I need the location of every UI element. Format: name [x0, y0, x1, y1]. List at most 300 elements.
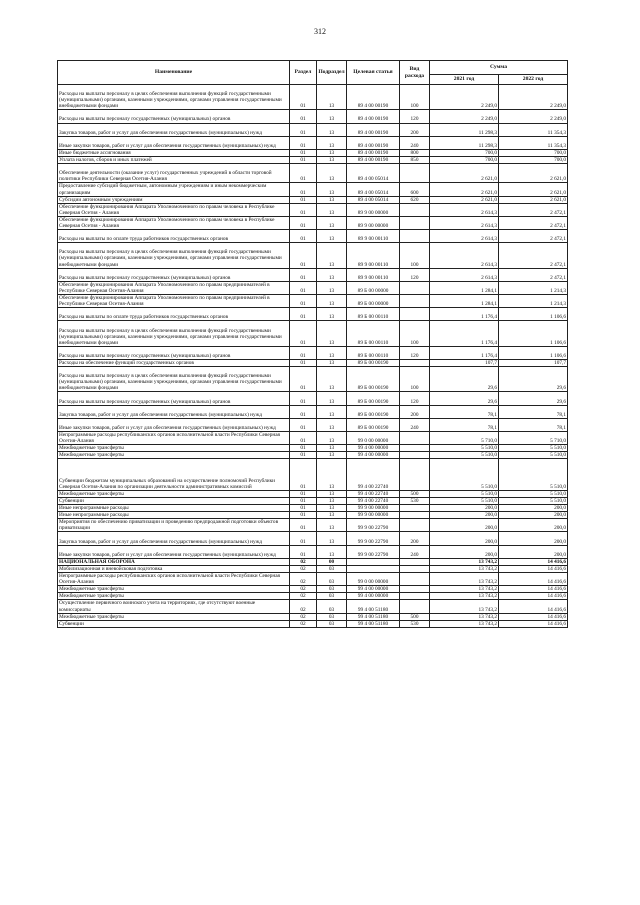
row-expense-type: 240 [400, 545, 430, 558]
row-target: 89 4 00 05014 [347, 183, 400, 196]
row-sum-2022: 14 416,6 [499, 586, 568, 593]
row-sum-2022: 2 621,0 [499, 183, 568, 196]
row-subsection: 13 [317, 85, 347, 110]
row-subsection: 13 [317, 136, 347, 149]
row-sum-2022: 78,1 [499, 418, 568, 431]
row-name: НАЦИОНАЛЬНАЯ ОБОРОНА [58, 558, 290, 565]
row-section: 01 [290, 519, 317, 532]
table-row [58, 308, 568, 321]
row-sum-2021: 2 614,3 [430, 216, 499, 229]
row-sum-2022: 107,7 [499, 360, 568, 367]
row-target: 99 9 00 00000 [347, 505, 400, 512]
header-target: Целевая статья [347, 61, 400, 85]
row-sum-2022: 700,0 [499, 157, 568, 164]
row-section: 01 [290, 360, 317, 367]
row-subsection: 13 [317, 123, 347, 136]
row-sum-2021: 13 743,2 [430, 613, 499, 620]
table-row [58, 586, 568, 593]
row-section: 01 [290, 512, 317, 519]
row-expense-type: 100 [400, 367, 430, 392]
row-expense-type: 120 [400, 110, 430, 123]
row-section: 01 [290, 203, 317, 216]
row-expense-type: 600 [400, 183, 430, 196]
row-section: 01 [290, 452, 317, 459]
row-sum-2021: 5 510,0 [430, 498, 499, 505]
table-row [58, 573, 568, 586]
row-subsection: 13 [317, 452, 347, 459]
row-expense-type [400, 308, 430, 321]
row-expense-type: 120 [400, 346, 430, 359]
row-section: 01 [290, 216, 317, 229]
row-subsection: 03 [317, 593, 347, 600]
row-name: Иные непрограммные расходы [58, 505, 290, 512]
row-sum-2022: 5 510,0 [499, 459, 568, 491]
row-section: 01 [290, 136, 317, 149]
row-target: 99 4 00 22740 [347, 459, 400, 491]
row-name: Расходы на выплаты персоналу государственных (муниципальных) органов [58, 268, 290, 281]
row-sum-2021: 13 743,2 [430, 586, 499, 593]
row-section: 01 [290, 498, 317, 505]
row-expense-type: 240 [400, 418, 430, 431]
row-expense-type [400, 164, 430, 183]
row-subsection: 13 [317, 216, 347, 229]
row-name: Расходы на обеспечение функций государственных органов [58, 360, 290, 367]
header-expense-type: Вид расхода [400, 61, 430, 85]
row-section: 01 [290, 268, 317, 281]
row-expense-type: 530 [400, 620, 430, 627]
row-sum-2022: 29,6 [499, 367, 568, 392]
row-sum-2021: 78,1 [430, 418, 499, 431]
row-sum-2021: 5 510,0 [430, 452, 499, 459]
row-sum-2021: 78,1 [430, 405, 499, 418]
row-target: 89 9 00 00000 [347, 216, 400, 229]
row-name: Мероприятия по обеспечению приватизации и проведению предпродажной подготовки объектов приватизации [58, 519, 290, 532]
row-subsection: 03 [317, 573, 347, 586]
row-sum-2021: 11 298,3 [430, 123, 499, 136]
row-subsection: 13 [317, 281, 347, 294]
row-sum-2022: 78,1 [499, 405, 568, 418]
table-row [58, 459, 568, 491]
row-name: Иные закупки товаров, работ и услуг для обеспечения государственных (муниципальных) нужд [58, 136, 290, 149]
table-row [58, 519, 568, 532]
row-name: Обеспечение функционирования Аппарата Уполномоченного по правам человека в Республике Северная Осетия - Алания [58, 203, 290, 216]
row-name: Расходы на выплаты персоналу в целях обеспечения выполнения функций государственными (муниципальными) органами, казенными учреждениями, органами управления государственными внебюджетными фондами [58, 85, 290, 110]
page-number: 312 [314, 27, 326, 36]
table-row [58, 268, 568, 281]
row-name: Обеспечение функционирования Аппарата Уполномоченного по правам предпринимателей в Республике Северная Осетия-Алания [58, 281, 290, 294]
row-subsection: 13 [317, 405, 347, 418]
row-sum-2022: 700,0 [499, 149, 568, 156]
row-target: 89 9 00 00110 [347, 268, 400, 281]
row-sum-2022: 2 249,0 [499, 110, 568, 123]
row-sum-2021: 2 614,3 [430, 203, 499, 216]
row-expense-type: 500 [400, 490, 430, 497]
row-sum-2021: 1 284,1 [430, 295, 499, 308]
row-target: 99 0 00 00000 [347, 432, 400, 445]
row-section: 01 [290, 505, 317, 512]
row-target: 99 4 00 00000 [347, 445, 400, 452]
row-expense-type [400, 360, 430, 367]
row-sum-2021: 200,0 [430, 512, 499, 519]
row-sum-2022: 2 472,1 [499, 203, 568, 216]
row-expense-type [400, 230, 430, 243]
row-target: 89 4 00 00190 [347, 123, 400, 136]
row-sum-2022: 2 472,1 [499, 268, 568, 281]
row-sum-2021: 2 621,0 [430, 183, 499, 196]
table-row [58, 498, 568, 505]
row-sum-2021: 2 621,0 [430, 164, 499, 183]
row-subsection: 13 [317, 346, 347, 359]
row-sum-2022: 5 710,0 [499, 432, 568, 445]
table-row [58, 196, 568, 203]
row-name: Межбюджетные трансферты [58, 452, 290, 459]
row-expense-type [400, 452, 430, 459]
row-sum-2022: 14 416,6 [499, 565, 568, 572]
row-target: 89 Б 00 00190 [347, 367, 400, 392]
row-section: 01 [290, 405, 317, 418]
row-subsection: 13 [317, 498, 347, 505]
row-sum-2021: 29,6 [430, 367, 499, 392]
row-target: 89 4 00 00190 [347, 157, 400, 164]
row-sum-2022: 5 510,0 [499, 498, 568, 505]
table-row [58, 203, 568, 216]
row-name: Осуществление первичного воинского учета на территориях, где отсутствуют военные комиссариаты [58, 600, 290, 613]
row-sum-2021: 13 743,2 [430, 600, 499, 613]
row-expense-type: 850 [400, 157, 430, 164]
row-sum-2022: 2 621,0 [499, 196, 568, 203]
row-name: Субвенции бюджетам муниципальных образований на осуществление полномочий Республики Северная Осетия-Алания по организации деятельности административных комиссий [58, 459, 290, 491]
row-expense-type: 100 [400, 243, 430, 268]
table-row [58, 392, 568, 405]
row-subsection: 13 [317, 360, 347, 367]
row-name: Расходы на выплаты персоналу в целях обеспечения выполнения функций государственными (муниципальными) органами, казенными учреждениями, органами управления государственными внебюджетными фондами [58, 321, 290, 346]
row-section: 01 [290, 230, 317, 243]
row-subsection: 13 [317, 545, 347, 558]
row-expense-type: 200 [400, 123, 430, 136]
row-name: Обеспечение функционирования Аппарата Уполномоченного по правам человека в Республике Северная Осетия - Алания [58, 216, 290, 229]
row-target: 99 4 00 00000 [347, 586, 400, 593]
row-expense-type [400, 281, 430, 294]
row-expense-type: 200 [400, 532, 430, 545]
row-sum-2022: 5 510,0 [499, 452, 568, 459]
row-target: 89 Б 00 00190 [347, 418, 400, 431]
row-sum-2021: 29,6 [430, 392, 499, 405]
row-sum-2022: 29,6 [499, 392, 568, 405]
row-name: Межбюджетные трансферты [58, 586, 290, 593]
row-expense-type [400, 445, 430, 452]
row-expense-type: 800 [400, 149, 430, 156]
row-sum-2021: 5 510,0 [430, 459, 499, 491]
row-expense-type [400, 295, 430, 308]
table-row [58, 295, 568, 308]
row-expense-type: 120 [400, 392, 430, 405]
row-subsection: 13 [317, 432, 347, 445]
row-section: 02 [290, 600, 317, 613]
table-row [58, 432, 568, 445]
row-expense-type [400, 565, 430, 572]
row-target [347, 565, 400, 572]
row-section: 01 [290, 110, 317, 123]
row-subsection: 13 [317, 203, 347, 216]
row-subsection: 13 [317, 268, 347, 281]
row-sum-2021: 200,0 [430, 532, 499, 545]
row-target: 89 Б 00 00000 [347, 281, 400, 294]
row-subsection: 13 [317, 459, 347, 491]
row-target: 89 9 00 00110 [347, 230, 400, 243]
row-expense-type [400, 203, 430, 216]
row-name: Субвенции [58, 498, 290, 505]
row-expense-type: 100 [400, 321, 430, 346]
row-target: 99 9 00 00000 [347, 512, 400, 519]
row-sum-2021: 200,0 [430, 505, 499, 512]
row-section: 01 [290, 459, 317, 491]
table-body [58, 85, 568, 628]
row-sum-2022: 14 416,6 [499, 613, 568, 620]
row-name: Межбюджетные трансферты [58, 445, 290, 452]
row-name: Мобилизационная и вневойсковая подготовка [58, 565, 290, 572]
row-target: 89 4 00 00190 [347, 110, 400, 123]
row-name: Межбюджетные трансферты [58, 490, 290, 497]
row-subsection: 13 [317, 445, 347, 452]
row-subsection: 13 [317, 183, 347, 196]
row-target: 99 4 00 51180 [347, 600, 400, 613]
row-sum-2021: 13 743,2 [430, 620, 499, 627]
row-sum-2022: 14 416,6 [499, 600, 568, 613]
row-name: Расходы на выплаты персоналу государственных (муниципальных) органов [58, 346, 290, 359]
row-target: 89 4 00 00190 [347, 136, 400, 149]
row-target: 99 4 00 51180 [347, 620, 400, 627]
row-target: 89 Б 00 00190 [347, 360, 400, 367]
row-section: 01 [290, 490, 317, 497]
row-target: 89 Б 00 00110 [347, 346, 400, 359]
row-expense-type [400, 512, 430, 519]
row-sum-2022: 5 510,0 [499, 490, 568, 497]
row-sum-2021: 5 510,0 [430, 445, 499, 452]
row-expense-type [400, 519, 430, 532]
row-section: 01 [290, 157, 317, 164]
row-sum-2022: 11 354,3 [499, 136, 568, 149]
row-sum-2021: 1 176,4 [430, 346, 499, 359]
row-expense-type [400, 593, 430, 600]
row-sum-2021: 11 298,3 [430, 136, 499, 149]
row-sum-2021: 2 614,3 [430, 268, 499, 281]
row-name: Расходы на выплаты персоналу в целях обеспечения выполнения функций государственными (муниципальными) органами, казенными учреждениями, органами управления государственными внебюджетными фондами [58, 367, 290, 392]
table-row [58, 164, 568, 183]
row-name: Иные бюджетные ассигнования [58, 149, 290, 156]
row-sum-2022: 14 416,6 [499, 620, 568, 627]
table-row [58, 216, 568, 229]
header-year-2021: 2021 год [430, 75, 499, 85]
table-row [58, 593, 568, 600]
row-subsection: 03 [317, 613, 347, 620]
row-expense-type: 120 [400, 268, 430, 281]
row-sum-2022: 200,0 [499, 545, 568, 558]
row-subsection: 13 [317, 367, 347, 392]
row-target: 99 4 00 22740 [347, 498, 400, 505]
row-sum-2021: 1 176,4 [430, 321, 499, 346]
row-sum-2022: 2 472,1 [499, 230, 568, 243]
row-target: 89 Б 00 00000 [347, 295, 400, 308]
row-name: Межбюджетные трансферты [58, 613, 290, 620]
row-sum-2021: 1 176,4 [430, 308, 499, 321]
row-name: Расходы на выплаты персоналу в целях обеспечения выполнения функций государственными (муниципальными) органами, казенными учреждениями, органами управления государственными внебюджетными фондами [58, 243, 290, 268]
row-sum-2021: 2 614,3 [430, 230, 499, 243]
row-target: 89 4 00 05014 [347, 164, 400, 183]
row-sum-2021: 700,0 [430, 149, 499, 156]
row-name: Иные закупки товаров, работ и услуг для обеспечения государственных (муниципальных) нужд [58, 418, 290, 431]
row-sum-2021: 107,7 [430, 360, 499, 367]
row-target: 89 Б 00 00110 [347, 321, 400, 346]
row-sum-2022: 14 416,6 [499, 558, 568, 565]
row-sum-2021: 13 743,2 [430, 558, 499, 565]
row-sum-2022: 1 214,3 [499, 295, 568, 308]
header-section: Раздел [290, 61, 317, 85]
row-section: 01 [290, 183, 317, 196]
row-sum-2022: 14 416,6 [499, 593, 568, 600]
row-sum-2021: 5 710,0 [430, 432, 499, 445]
row-subsection: 13 [317, 149, 347, 156]
row-subsection: 13 [317, 157, 347, 164]
row-section: 01 [290, 321, 317, 346]
row-sum-2021: 200,0 [430, 519, 499, 532]
row-name: Иные непрограммные расходы [58, 512, 290, 519]
row-section: 01 [290, 432, 317, 445]
row-sum-2021: 2 249,0 [430, 110, 499, 123]
header-name: Наименование [58, 61, 290, 85]
table-row [58, 346, 568, 359]
table-row [58, 110, 568, 123]
table-row [58, 532, 568, 545]
table-row [58, 505, 568, 512]
row-sum-2022: 1 106,6 [499, 321, 568, 346]
row-expense-type [400, 586, 430, 593]
row-sum-2021: 2 614,3 [430, 243, 499, 268]
table-row [58, 367, 568, 392]
row-target: 99 0 00 00000 [347, 573, 400, 586]
table-row [58, 360, 568, 367]
row-sum-2022: 2 472,1 [499, 243, 568, 268]
row-target: 89 Б 00 00110 [347, 308, 400, 321]
row-sum-2021: 13 743,2 [430, 565, 499, 572]
table-row [58, 445, 568, 452]
row-sum-2022: 200,0 [499, 505, 568, 512]
table-row [58, 230, 568, 243]
table-row [58, 452, 568, 459]
row-name: Расходы на выплаты персоналу государственных (муниципальных) органов [58, 392, 290, 405]
header-year-2022: 2022 год [499, 75, 568, 85]
row-expense-type [400, 216, 430, 229]
row-target: 99 4 00 00000 [347, 452, 400, 459]
row-subsection: 13 [317, 392, 347, 405]
row-target: 99 9 00 22790 [347, 519, 400, 532]
row-name: Расходы на выплаты по оплате труда работников государственных органов [58, 308, 290, 321]
table-row [58, 620, 568, 627]
row-sum-2021: 200,0 [430, 545, 499, 558]
row-expense-type: 530 [400, 498, 430, 505]
row-expense-type: 240 [400, 136, 430, 149]
row-name: Расходы на выплаты персоналу государственных (муниципальных) органов [58, 110, 290, 123]
row-target [347, 558, 400, 565]
row-name: Предоставление субсидий бюджетным, автономным учреждениям и иным некоммерческим организациям [58, 183, 290, 196]
row-target: 99 9 00 22790 [347, 545, 400, 558]
table-row [58, 321, 568, 346]
row-subsection: 13 [317, 110, 347, 123]
row-target: 89 4 00 05014 [347, 196, 400, 203]
row-expense-type [400, 558, 430, 565]
row-section: 01 [290, 281, 317, 294]
row-target: 89 4 00 00190 [347, 85, 400, 110]
row-section: 01 [290, 149, 317, 156]
row-sum-2022: 5 510,0 [499, 445, 568, 452]
table-row [58, 123, 568, 136]
row-section: 01 [290, 164, 317, 183]
table-row [58, 243, 568, 268]
row-name: Обеспечение функционирования Аппарата Уполномоченного по правам предпринимателей в Республике Северная Осетия-Алания [58, 295, 290, 308]
row-name: Закупка товаров, работ и услуг для обеспечения государственных (муниципальных) нужд [58, 405, 290, 418]
row-subsection: 00 [317, 558, 347, 565]
row-expense-type: 620 [400, 196, 430, 203]
row-sum-2021: 5 510,0 [430, 490, 499, 497]
row-name: Субвенции [58, 620, 290, 627]
row-section: 01 [290, 295, 317, 308]
row-subsection: 13 [317, 490, 347, 497]
row-target: 89 9 00 00000 [347, 203, 400, 216]
row-target: 89 9 00 00110 [347, 243, 400, 268]
table-row [58, 85, 568, 110]
table-row [58, 418, 568, 431]
row-section: 01 [290, 532, 317, 545]
row-subsection: 03 [317, 565, 347, 572]
row-expense-type: 100 [400, 85, 430, 110]
row-name: Иные закупки товаров, работ и услуг для обеспечения государственных (муниципальных) нужд [58, 545, 290, 558]
row-name: Закупка товаров, работ и услуг для обеспечения государственных (муниципальных) нужд [58, 532, 290, 545]
row-section: 02 [290, 586, 317, 593]
row-target: 89 Б 00 00190 [347, 405, 400, 418]
table-row [58, 558, 568, 565]
row-sum-2022: 14 416,6 [499, 573, 568, 586]
row-target: 99 9 00 22790 [347, 532, 400, 545]
table-row [58, 281, 568, 294]
row-target: 99 4 00 22740 [347, 490, 400, 497]
row-target: 99 4 00 51180 [347, 613, 400, 620]
row-sum-2021: 2 249,0 [430, 85, 499, 110]
row-sum-2022: 2 249,0 [499, 85, 568, 110]
row-subsection: 13 [317, 519, 347, 532]
row-sum-2022: 200,0 [499, 512, 568, 519]
row-target: 99 4 00 00000 [347, 593, 400, 600]
row-expense-type [400, 573, 430, 586]
row-name: Субсидии автономным учреждениям [58, 196, 290, 203]
row-section: 01 [290, 196, 317, 203]
row-sum-2022: 1 106,6 [499, 308, 568, 321]
row-subsection: 13 [317, 196, 347, 203]
row-sum-2022: 1 106,6 [499, 346, 568, 359]
row-section: 02 [290, 593, 317, 600]
row-sum-2021: 13 743,2 [430, 573, 499, 586]
row-section: 01 [290, 243, 317, 268]
table-row [58, 600, 568, 613]
row-sum-2022: 2 621,0 [499, 164, 568, 183]
header-sum: Сумма [430, 61, 568, 75]
table-row [58, 545, 568, 558]
row-sum-2022: 200,0 [499, 519, 568, 532]
table-row [58, 565, 568, 572]
row-subsection: 13 [317, 164, 347, 183]
row-sum-2022: 11 354,3 [499, 123, 568, 136]
row-sum-2022: 2 472,1 [499, 216, 568, 229]
row-target: 89 4 00 00190 [347, 149, 400, 156]
row-sum-2022: 1 214,3 [499, 281, 568, 294]
